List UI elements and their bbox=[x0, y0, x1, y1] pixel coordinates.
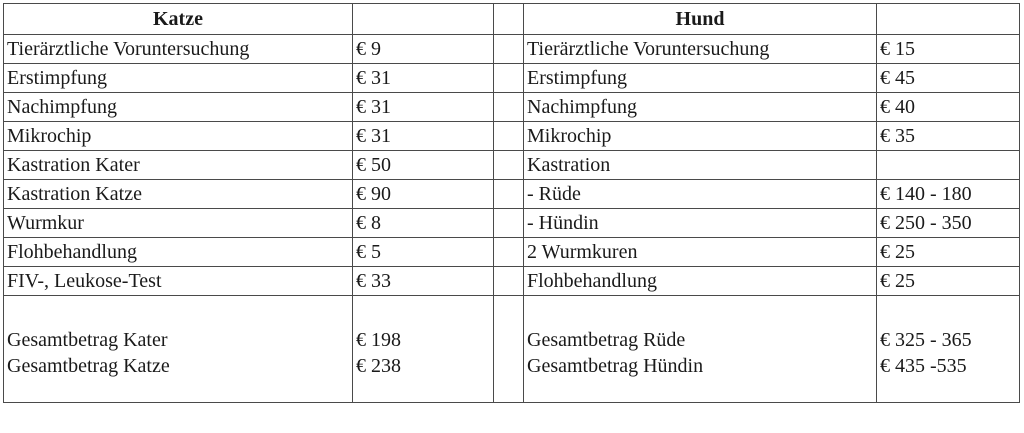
cat-item-label: Flohbehandlung bbox=[4, 238, 353, 267]
column-gap bbox=[494, 267, 524, 296]
cat-item-price: € 50 bbox=[353, 151, 494, 180]
table-row bbox=[4, 93, 1020, 122]
column-gap bbox=[494, 122, 524, 151]
dog-item-price: € 250 - 350 bbox=[877, 209, 1020, 238]
cat-total-label: Gesamtbetrag Kater bbox=[7, 329, 168, 351]
cat-total-price: € 238 bbox=[356, 355, 401, 377]
table-row bbox=[4, 64, 1020, 93]
dog-totals-labels bbox=[524, 296, 877, 403]
cat-item-label: Nachimpfung bbox=[4, 93, 353, 122]
dog-total-price: € 325 - 365 bbox=[880, 329, 972, 351]
column-gap bbox=[494, 238, 524, 267]
cat-item-label: Mikrochip bbox=[4, 122, 353, 151]
column-gap bbox=[494, 4, 524, 35]
dog-item-label: - Hündin bbox=[524, 209, 877, 238]
table-row bbox=[4, 267, 1020, 296]
cat-totals-prices bbox=[353, 296, 494, 403]
dog-total-label: Gesamtbetrag Rüde bbox=[527, 329, 686, 351]
dog-item-price bbox=[877, 151, 1020, 180]
cat-item-label: Tierärztliche Voruntersuchung bbox=[4, 35, 353, 64]
dog-header: Hund bbox=[524, 4, 877, 35]
dog-item-price: € 35 bbox=[877, 122, 1020, 151]
cat-item-price: € 90 bbox=[353, 180, 494, 209]
cat-item-label: Erstimpfung bbox=[4, 64, 353, 93]
cat-header: Katze bbox=[4, 4, 353, 35]
dog-item-label: Flohbehandlung bbox=[524, 267, 877, 296]
table-row bbox=[4, 209, 1020, 238]
cat-item-label: Kastration Kater bbox=[4, 151, 353, 180]
dog-item-label: Tierärztliche Voruntersuchung bbox=[524, 35, 877, 64]
dog-item-price: € 15 bbox=[877, 35, 1020, 64]
cat-item-price: € 5 bbox=[353, 238, 494, 267]
cat-item-label: Kastration Katze bbox=[4, 180, 353, 209]
column-gap bbox=[494, 93, 524, 122]
table-row bbox=[4, 122, 1020, 151]
dog-item-label: Erstimpfung bbox=[524, 64, 877, 93]
cat-total-label: Gesamtbetrag Katze bbox=[7, 355, 170, 377]
table-row bbox=[4, 238, 1020, 267]
column-gap bbox=[494, 209, 524, 238]
table-row bbox=[4, 180, 1020, 209]
dog-item-price: € 40 bbox=[877, 93, 1020, 122]
cat-item-label: FIV-, Leukose-Test bbox=[4, 267, 353, 296]
cat-item-price: € 9 bbox=[353, 35, 494, 64]
dog-price-header bbox=[877, 4, 1020, 35]
cat-item-price: € 31 bbox=[353, 122, 494, 151]
column-gap bbox=[494, 35, 524, 64]
dog-item-label: Mikrochip bbox=[524, 122, 877, 151]
dog-item-price: € 45 bbox=[877, 64, 1020, 93]
cat-total-price: € 198 bbox=[356, 329, 401, 351]
dog-total-label: Gesamtbetrag Hündin bbox=[527, 355, 704, 377]
column-gap bbox=[494, 151, 524, 180]
price-table bbox=[3, 3, 1020, 403]
column-gap bbox=[494, 180, 524, 209]
table-row bbox=[4, 151, 1020, 180]
dog-item-price: € 140 - 180 bbox=[877, 180, 1020, 209]
dog-totals-prices bbox=[877, 296, 1020, 403]
cat-item-label: Wurmkur bbox=[4, 209, 353, 238]
dog-item-label: 2 Wurmkuren bbox=[524, 238, 877, 267]
cat-item-price: € 31 bbox=[353, 93, 494, 122]
dog-total-price: € 435 -535 bbox=[880, 355, 967, 377]
cat-totals-labels bbox=[4, 296, 353, 403]
column-gap bbox=[494, 296, 524, 403]
table-row bbox=[4, 35, 1020, 64]
dog-item-price: € 25 bbox=[877, 238, 1020, 267]
dog-item-label: Kastration bbox=[524, 151, 877, 180]
dog-item-price: € 25 bbox=[877, 267, 1020, 296]
cat-price-header bbox=[353, 4, 494, 35]
totals-row bbox=[4, 296, 1020, 403]
header-row bbox=[4, 4, 1020, 35]
dog-item-label: Nachimpfung bbox=[524, 93, 877, 122]
column-gap bbox=[494, 64, 524, 93]
cat-item-price: € 8 bbox=[353, 209, 494, 238]
dog-item-label: - Rüde bbox=[524, 180, 877, 209]
cat-item-price: € 31 bbox=[353, 64, 494, 93]
cat-item-price: € 33 bbox=[353, 267, 494, 296]
